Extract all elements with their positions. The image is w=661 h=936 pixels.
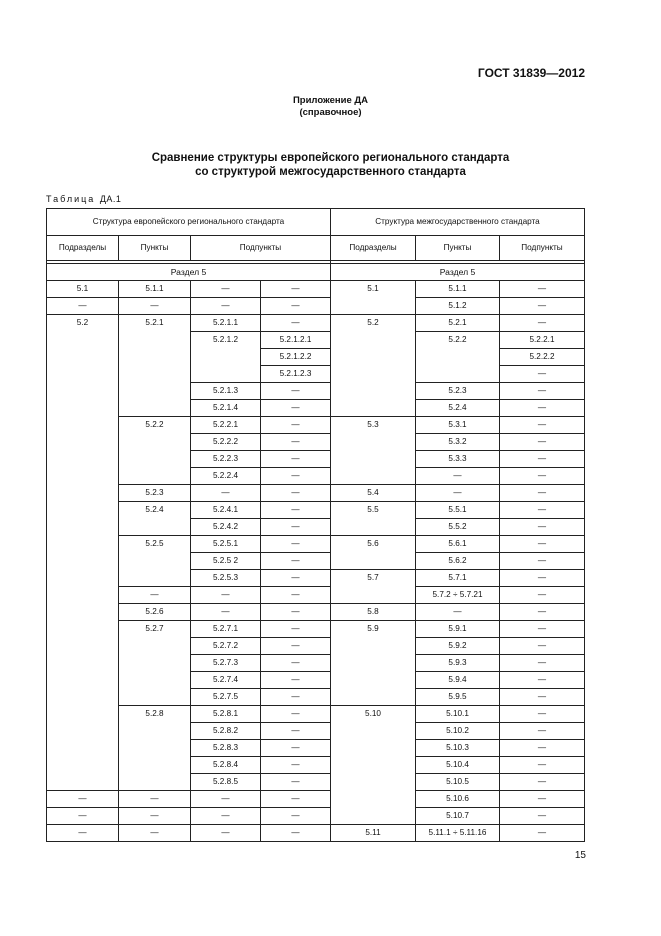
table-row [47, 298, 585, 315]
eu-subclause-cell: 5.2.2.2 [191, 434, 261, 451]
gost-subsection-cell: 5.2 [331, 315, 416, 417]
eu-clause-cell: 5.2.3 [119, 485, 191, 502]
gost-clause-cell: 5.9.3 [416, 655, 500, 672]
gost-subclause-cell: — [500, 638, 585, 655]
table-row [47, 604, 585, 621]
gost-subclause-cell: — [500, 434, 585, 451]
gost-clause-cell: 5.9.1 [416, 621, 500, 638]
eu-item-cell: — [261, 502, 331, 519]
eu-subclause-cell: — [191, 298, 261, 315]
gost-subclause-cell: — [500, 808, 585, 825]
gost-subclause-cell: — [500, 485, 585, 502]
gost-subclause-cell: — [500, 298, 585, 315]
eu-item-cell: — [261, 621, 331, 638]
eu-item-cell: — [261, 638, 331, 655]
annex-title: Приложение ДА [292, 95, 369, 106]
eu-subclause-cell: 5.2.4.1 [191, 502, 261, 519]
eu-clause-cell: — [119, 825, 191, 842]
eu-clause-cell: — [119, 298, 191, 315]
eu-subclause-cell: 5.2.1.3 [191, 383, 261, 400]
header-interstate: Структура межгосударственного стандарта [331, 209, 585, 236]
annex-heading [0, 95, 661, 119]
gost-subclause-cell: — [500, 400, 585, 417]
eu-subclause-cell: 5.2.1.4 [191, 400, 261, 417]
eu-item-cell: — [261, 672, 331, 689]
gost-clause-cell: 5.10.5 [416, 774, 500, 791]
eu-subclause-cell: 5.2.5.3 [191, 570, 261, 587]
eu-clause-cell: — [119, 808, 191, 825]
gost-clause-cell: 5.6.1 [416, 536, 500, 553]
gost-subclause-cell: — [500, 536, 585, 553]
gost-clause-cell: 5.5.2 [416, 519, 500, 536]
table-row [47, 315, 585, 332]
gost-subclause-cell: — [500, 689, 585, 706]
gost-clause-cell: 5.10.6 [416, 791, 500, 808]
eu-item-cell: 5.2.1.2.1 [261, 332, 331, 349]
table-row [47, 502, 585, 519]
eu-item-cell: — [261, 383, 331, 400]
gost-clause-cell: 5.3.2 [416, 434, 500, 451]
eu-item-cell: — [261, 587, 331, 604]
gost-subclause-cell: — [500, 519, 585, 536]
eu-subclause-cell: — [191, 485, 261, 502]
document-title [0, 151, 661, 179]
eu-subclause-cell: 5.2.7.3 [191, 655, 261, 672]
eu-item-cell: — [261, 655, 331, 672]
eu-subclause-cell: 5.2.2.4 [191, 468, 261, 485]
section-label-eu: Раздел 5 [47, 264, 331, 281]
gost-subclause-cell: — [500, 655, 585, 672]
gost-clause-cell: — [416, 485, 500, 502]
header-eu-subclauses: Подпункты [191, 236, 331, 261]
header-row-columns [47, 236, 585, 261]
eu-clause-cell: 5.2.1 [119, 315, 191, 417]
gost-subclause-cell: — [500, 723, 585, 740]
eu-subclause-cell: 5.2.1.2 [191, 332, 261, 383]
gost-subclause-cell: — [500, 417, 585, 434]
eu-item-cell: — [261, 298, 331, 315]
eu-subclause-cell: 5.2.2.1 [191, 417, 261, 434]
eu-item-cell: — [261, 485, 331, 502]
eu-subclause-cell: — [191, 587, 261, 604]
eu-subsection-cell: 5.1 [47, 281, 119, 298]
gost-subsection-cell: 5.8 [331, 604, 416, 621]
gost-subclause-cell: — [500, 672, 585, 689]
eu-item-cell: — [261, 825, 331, 842]
gost-clause-cell: 5.11.1 ÷ 5.11.16 [416, 825, 500, 842]
table-row [47, 791, 585, 808]
table-row [47, 587, 585, 604]
gost-subsection-cell: 5.9 [331, 621, 416, 706]
eu-subclause-cell: 5.2.5 2 [191, 553, 261, 570]
title-line-2: со структурой межгосударственного стандарта [195, 166, 466, 178]
eu-item-cell: — [261, 723, 331, 740]
gost-clause-cell: 5.7.1 [416, 570, 500, 587]
eu-item-cell: — [261, 570, 331, 587]
gost-subsection-cell: 5.5 [331, 502, 416, 536]
eu-item-cell: — [261, 808, 331, 825]
gost-subsection-cell: 5.1 [331, 281, 416, 315]
table-row [47, 825, 585, 842]
gost-subsection-cell: 5.6 [331, 536, 416, 570]
gost-clause-cell: — [416, 468, 500, 485]
gost-clause-cell: 5.2.4 [416, 400, 500, 417]
eu-subsection-cell: — [47, 298, 119, 315]
gost-subclause-cell: — [500, 468, 585, 485]
eu-item-cell: 5.2.1.2.2 [261, 349, 331, 366]
gost-subclause-cell: — [500, 315, 585, 332]
eu-item-cell: — [261, 774, 331, 791]
gost-subclause-cell: — [500, 451, 585, 468]
header-eu-subsections: Подразделы [47, 236, 119, 261]
eu-clause-cell: — [119, 587, 191, 604]
eu-subclause-cell: 5.2.8.1 [191, 706, 261, 723]
eu-item-cell: — [261, 740, 331, 757]
gost-subclause-cell: — [500, 281, 585, 298]
eu-item-cell: 5.2.1.2.3 [261, 366, 331, 383]
eu-subclause-cell: 5.2.7.4 [191, 672, 261, 689]
gost-subsection-cell: 5.4 [331, 485, 416, 502]
gost-clause-cell: 5.9.4 [416, 672, 500, 689]
gost-subclause-cell: — [500, 587, 585, 604]
gost-subclause-cell: — [500, 621, 585, 638]
gost-clause-cell: 5.3.1 [416, 417, 500, 434]
eu-item-cell: — [261, 468, 331, 485]
eu-clause-cell: 5.1.1 [119, 281, 191, 298]
eu-clause-cell: 5.2.8 [119, 706, 191, 791]
eu-item-cell: — [261, 451, 331, 468]
gost-clause-cell: 5.7.2 ÷ 5.7.21 [416, 587, 500, 604]
eu-subsection-cell: 5.2 [47, 315, 119, 791]
gost-clause-cell: 5.10.7 [416, 808, 500, 825]
gost-clause-cell: 5.6.2 [416, 553, 500, 570]
table-caption-number: ДА.1 [99, 194, 122, 204]
gost-subclause-cell: — [500, 366, 585, 383]
section-row [47, 264, 585, 281]
gost-clause-cell: 5.5.1 [416, 502, 500, 519]
table-row [47, 621, 585, 638]
eu-subclause-cell: 5.2.1.1 [191, 315, 261, 332]
gost-clause-cell: 5.2.1 [416, 315, 500, 332]
table-row [47, 706, 585, 723]
eu-subsection-cell: — [47, 825, 119, 842]
header-eu-clauses: Пункты [119, 236, 191, 261]
eu-subclause-cell: 5.2.8.4 [191, 757, 261, 774]
gost-clause-cell: 5.9.5 [416, 689, 500, 706]
eu-item-cell: — [261, 400, 331, 417]
gost-subclause-cell: 5.2.2.1 [500, 332, 585, 349]
eu-clause-cell: 5.2.7 [119, 621, 191, 706]
gost-subclause-cell: — [500, 570, 585, 587]
standard-id: ГОСТ 31839—2012 [477, 66, 585, 80]
gost-subclause-cell: 5.2.2.2 [500, 349, 585, 366]
annex-subtitle: (справочное) [299, 107, 362, 118]
gost-subclause-cell: — [500, 774, 585, 791]
gost-clause-cell: 5.2.2 [416, 332, 500, 383]
eu-subclause-cell: — [191, 808, 261, 825]
gost-clause-cell: 5.1.2 [416, 298, 500, 315]
eu-clause-cell: 5.2.4 [119, 502, 191, 536]
gost-clause-cell: — [416, 604, 500, 621]
header-gost-subsections: Подразделы [331, 236, 416, 261]
gost-clause-cell: 5.3.3 [416, 451, 500, 468]
gost-subclause-cell: — [500, 502, 585, 519]
table-row [47, 808, 585, 825]
eu-subsection-cell: — [47, 791, 119, 808]
eu-subclause-cell: 5.2.7.2 [191, 638, 261, 655]
gost-subsection-cell: 5.3 [331, 417, 416, 485]
table-row [47, 417, 585, 434]
eu-subclause-cell: 5.2.7.1 [191, 621, 261, 638]
header-gost-subclauses: Подпункты [500, 236, 585, 261]
eu-subsection-cell: — [47, 808, 119, 825]
eu-item-cell: — [261, 434, 331, 451]
eu-item-cell: — [261, 604, 331, 621]
eu-subclause-cell: 5.2.4.2 [191, 519, 261, 536]
eu-subclause-cell: — [191, 825, 261, 842]
gost-subclause-cell: — [500, 825, 585, 842]
eu-subclause-cell: 5.2.8.3 [191, 740, 261, 757]
eu-subclause-cell: — [191, 281, 261, 298]
gost-subclause-cell: — [500, 740, 585, 757]
table-row [47, 536, 585, 553]
gost-subclause-cell: — [500, 791, 585, 808]
eu-item-cell: — [261, 519, 331, 536]
gost-clause-cell: 5.9.2 [416, 638, 500, 655]
header-european: Структура европейского регионального стандарта [47, 209, 331, 236]
gost-clause-cell: 5.1.1 [416, 281, 500, 298]
eu-subclause-cell: 5.2.8.5 [191, 774, 261, 791]
section-label-gost: Раздел 5 [331, 264, 585, 281]
eu-clause-cell: — [119, 791, 191, 808]
eu-subclause-cell: 5.2.2.3 [191, 451, 261, 468]
eu-subclause-cell: 5.2.8.2 [191, 723, 261, 740]
table-row [47, 281, 585, 298]
table-caption-prefix: Таблица [46, 194, 96, 204]
gost-subclause-cell: — [500, 383, 585, 400]
comparison-table [46, 208, 585, 842]
eu-item-cell: — [261, 706, 331, 723]
gost-clause-cell: 5.10.1 [416, 706, 500, 723]
header-row-structure [47, 209, 585, 236]
eu-clause-cell: 5.2.2 [119, 417, 191, 485]
eu-subclause-cell: 5.2.7.5 [191, 689, 261, 706]
eu-item-cell: — [261, 791, 331, 808]
gost-clause-cell: 5.2.3 [416, 383, 500, 400]
table-row [47, 485, 585, 502]
gost-clause-cell: 5.10.4 [416, 757, 500, 774]
title-line-1: Сравнение структуры европейского регионального стандарта [151, 152, 510, 164]
gost-subclause-cell: — [500, 553, 585, 570]
eu-subclause-cell: — [191, 604, 261, 621]
eu-item-cell: — [261, 417, 331, 434]
gost-subclause-cell: — [500, 706, 585, 723]
gost-subsection-cell: 5.7 [331, 570, 416, 604]
eu-clause-cell: 5.2.6 [119, 604, 191, 621]
eu-subclause-cell: — [191, 791, 261, 808]
gost-subclause-cell: — [500, 757, 585, 774]
eu-subclause-cell: 5.2.5.1 [191, 536, 261, 553]
eu-item-cell: — [261, 281, 331, 298]
gost-subsection-cell: 5.10 [331, 706, 416, 825]
eu-item-cell: — [261, 553, 331, 570]
eu-item-cell: — [261, 689, 331, 706]
eu-item-cell: — [261, 315, 331, 332]
header-gost-clauses: Пункты [416, 236, 500, 261]
eu-item-cell: — [261, 536, 331, 553]
table-caption [46, 194, 121, 204]
gost-subsection-cell: 5.11 [331, 825, 416, 842]
page-number: 15 [574, 850, 586, 861]
gost-subclause-cell: — [500, 604, 585, 621]
eu-item-cell: — [261, 757, 331, 774]
gost-clause-cell: 5.10.2 [416, 723, 500, 740]
gost-clause-cell: 5.10.3 [416, 740, 500, 757]
eu-clause-cell: 5.2.5 [119, 536, 191, 587]
